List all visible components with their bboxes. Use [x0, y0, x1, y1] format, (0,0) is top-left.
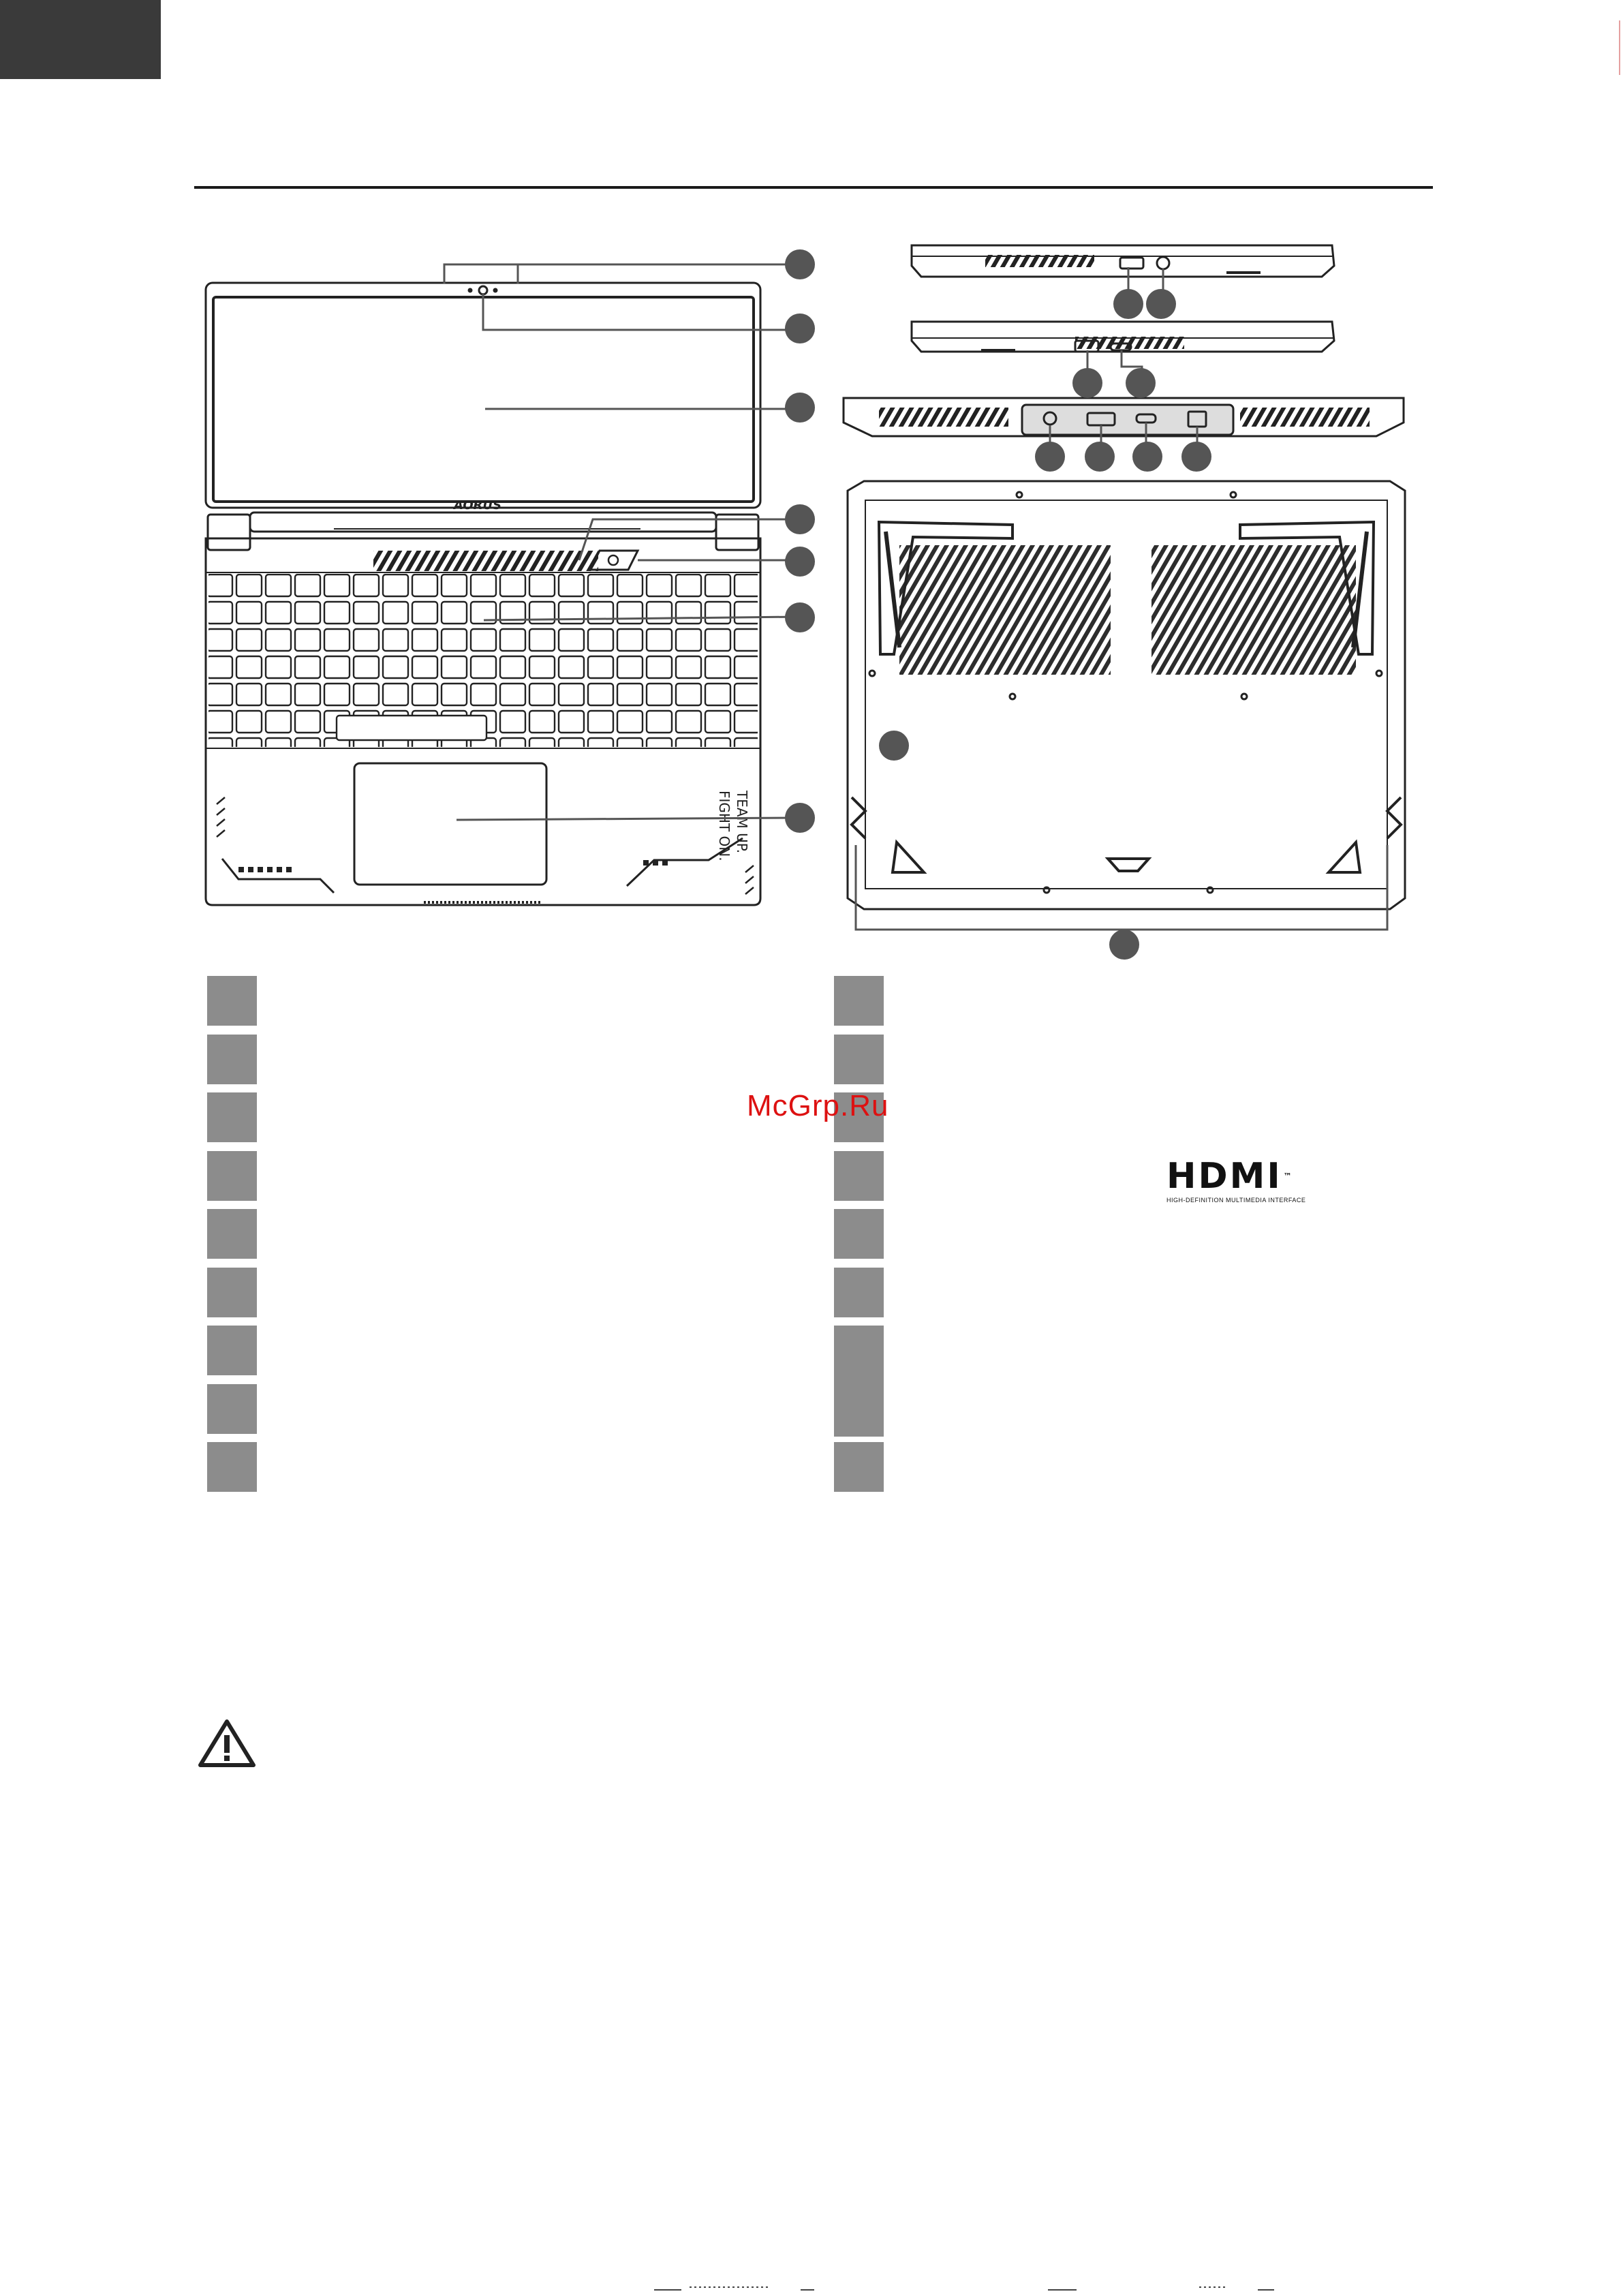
hdmi-trademark: ™ [1283, 1172, 1294, 1181]
callout-markers-bottom [879, 731, 1139, 960]
hdmi-wordmark: HDMI [1166, 1156, 1282, 1197]
callout-markers-front [785, 249, 815, 833]
legend-box-right-5 [834, 1209, 884, 1259]
legend-box-left-9 [207, 1442, 257, 1492]
spacebar [337, 716, 486, 740]
legend-box-left-8 [207, 1384, 257, 1434]
legend-box-left-1 [207, 976, 257, 1026]
svg-text:TEAM UP.: TEAM UP. [734, 791, 750, 854]
legend-box-right-4 [834, 1151, 884, 1201]
side-view-right [912, 322, 1334, 352]
laptop-overview-figure [0, 0, 1623, 968]
legend-box-left-3 [207, 1092, 257, 1142]
brand-logo: AORUS [454, 498, 502, 512]
legend-box-left-7 [207, 1326, 257, 1375]
warning-triangle-icon [196, 1717, 258, 1769]
side-view-left [912, 245, 1334, 277]
legend-box-left-2 [207, 1035, 257, 1084]
legend-box-left-5 [207, 1209, 257, 1259]
svg-text:FIGHT ON.: FIGHT ON. [716, 791, 732, 861]
legend-box-right-1 [834, 976, 884, 1026]
palmrest-slogan [716, 790, 750, 861]
legend-box-left-4 [207, 1151, 257, 1201]
bottom-crop-marks [0, 2283, 1623, 2296]
bottom-view [848, 481, 1405, 909]
legend-box-right-2 [834, 1035, 884, 1084]
legend-box-right-7 [834, 1326, 884, 1437]
legend-box-right-8 [834, 1442, 884, 1492]
hdmi-logo [1166, 1156, 1306, 1204]
laptop-front-view [206, 283, 760, 905]
rear-view [844, 398, 1404, 436]
watermark: McGrp.Ru [747, 1089, 889, 1122]
touchpad [354, 763, 546, 885]
hdmi-tagline: HIGH-DEFINITION MULTIMEDIA INTERFACE [1166, 1197, 1306, 1204]
legend-box-left-6 [207, 1268, 257, 1317]
legend-box-right-6 [834, 1268, 884, 1317]
power-icon [608, 555, 618, 565]
speaker-grille [373, 551, 598, 571]
hinge-left [208, 515, 250, 550]
callout-markers-side [1035, 289, 1211, 472]
